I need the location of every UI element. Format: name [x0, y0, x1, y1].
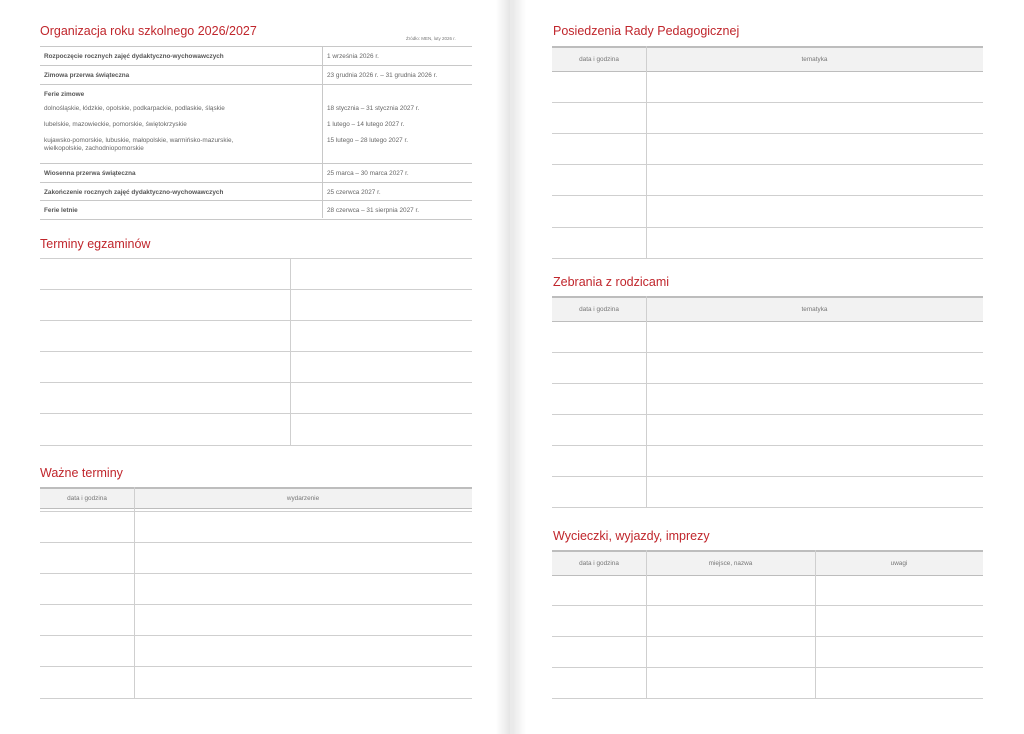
grid-line	[552, 667, 983, 668]
section-title-egzaminy: Terminy egzaminów	[40, 237, 151, 251]
header-date: data i godzina	[579, 560, 619, 567]
grid-line	[40, 320, 472, 321]
grid-line	[40, 573, 472, 574]
left-page	[0, 0, 510, 734]
regions: kujawsko-pomorskie, lubuskie, małopolskie, warmińsko-mazurskie,	[44, 137, 234, 144]
gutter-shadow	[496, 0, 510, 734]
row-value: 25 marca – 30 marca 2027 r.	[327, 170, 409, 177]
rada-table	[552, 46, 983, 260]
table-row-ferie-zimowe	[40, 84, 472, 164]
row-label: Rozpoczęcie rocznych zajęć dydaktyczno-wychowawczych	[44, 53, 224, 60]
grid-line	[552, 476, 983, 477]
header-date: data i godzina	[67, 495, 107, 502]
grid-line	[40, 258, 472, 259]
grid-line	[552, 507, 983, 508]
header-notes: uwagi	[890, 560, 908, 567]
grid-line	[40, 382, 472, 383]
grid-line	[552, 383, 983, 384]
table-row	[40, 200, 472, 220]
row-label: Wiosenna przerwa świąteczna	[44, 170, 136, 177]
grid-line	[40, 511, 472, 512]
grid-line	[552, 164, 983, 165]
grid-line	[40, 542, 472, 543]
row-value: 1 lutego – 14 lutego 2027 r.	[327, 121, 405, 128]
grid-divider	[134, 487, 135, 699]
row-value: 28 czerwca – 31 sierpnia 2027 r.	[327, 207, 420, 214]
table-row	[40, 163, 472, 183]
grid-line	[552, 636, 983, 637]
header-event: wydarzenie	[286, 495, 320, 502]
grid-divider	[646, 550, 647, 699]
regions: lubelskie, mazowieckie, pomorskie, świętokrzyskie	[44, 121, 187, 128]
section-title-organizacja: Organizacja roku szkolnego 2026/2027	[40, 24, 257, 38]
table-header	[552, 46, 983, 72]
row-value: 25 czerwca 2027 r.	[327, 189, 381, 196]
wazne-terminy-table	[40, 487, 472, 700]
grid-line	[40, 289, 472, 290]
row-value: 18 stycznia – 31 stycznia 2027 r.	[327, 105, 420, 112]
egzaminy-grid	[40, 258, 472, 446]
table-row	[40, 46, 472, 66]
grid-divider	[290, 258, 291, 446]
organizacja-table	[40, 46, 472, 218]
grid-line	[552, 605, 983, 606]
table-header	[552, 550, 983, 576]
section-title-rodzice: Zebrania z rodzicami	[553, 275, 670, 289]
regions: dolnośląskie, łódzkie, opolskie, podkarpackie, podlaskie, śląskie	[44, 105, 225, 112]
gutter-shadow-right	[514, 0, 526, 734]
grid-line	[40, 604, 472, 605]
grid-line	[552, 352, 983, 353]
grid-line	[552, 102, 983, 103]
section-title-rada: Posiedzenia Rady Pedagogicznej	[553, 24, 740, 38]
grid-line	[40, 413, 472, 414]
grid-line	[552, 195, 983, 196]
source-note: Źródło: MEN, luty 2026 r.	[406, 36, 456, 41]
row-label: Ferie zimowe	[44, 91, 85, 98]
row-value: 23 grudnia 2026 r. – 31 grudnia 2026 r.	[327, 72, 438, 79]
regions: wielkopolskie, zachodniopomorskie	[44, 145, 144, 152]
grid-divider	[815, 550, 816, 699]
header-topic: tematyka	[801, 306, 828, 313]
table-row	[40, 182, 472, 201]
section-title-wycieczki: Wycieczki, wyjazdy, imprezy	[553, 529, 710, 543]
row-label: Zakończenie rocznych zajęć dydaktyczno-wychowawczych	[44, 189, 224, 196]
grid-line	[552, 445, 983, 446]
grid-line	[552, 414, 983, 415]
grid-line	[40, 635, 472, 636]
header-topic: tematyka	[801, 56, 828, 63]
grid-line	[40, 698, 472, 699]
right-page	[514, 0, 1024, 734]
header-date: data i godzina	[579, 306, 619, 313]
grid-line	[40, 445, 472, 446]
table-header	[552, 296, 983, 322]
wycieczki-table	[552, 550, 983, 700]
row-value: 1 września 2026 r.	[327, 53, 379, 60]
table-row	[40, 65, 472, 85]
section-title-wazne: Ważne terminy	[40, 466, 123, 480]
table-header	[40, 487, 472, 509]
grid-line	[552, 227, 983, 228]
header-date: data i godzina	[579, 56, 619, 63]
grid-line	[552, 698, 983, 699]
row-value: 15 lutego – 28 lutego 2027 r.	[327, 137, 409, 144]
row-label: Zimowa przerwa świąteczna	[44, 72, 130, 79]
header-place: miejsce, nazwa	[708, 560, 753, 567]
grid-line	[552, 258, 983, 259]
row-label: Ferie letnie	[44, 207, 78, 214]
rodzice-table	[552, 296, 983, 509]
grid-line	[40, 666, 472, 667]
grid-line	[40, 351, 472, 352]
grid-line	[552, 133, 983, 134]
